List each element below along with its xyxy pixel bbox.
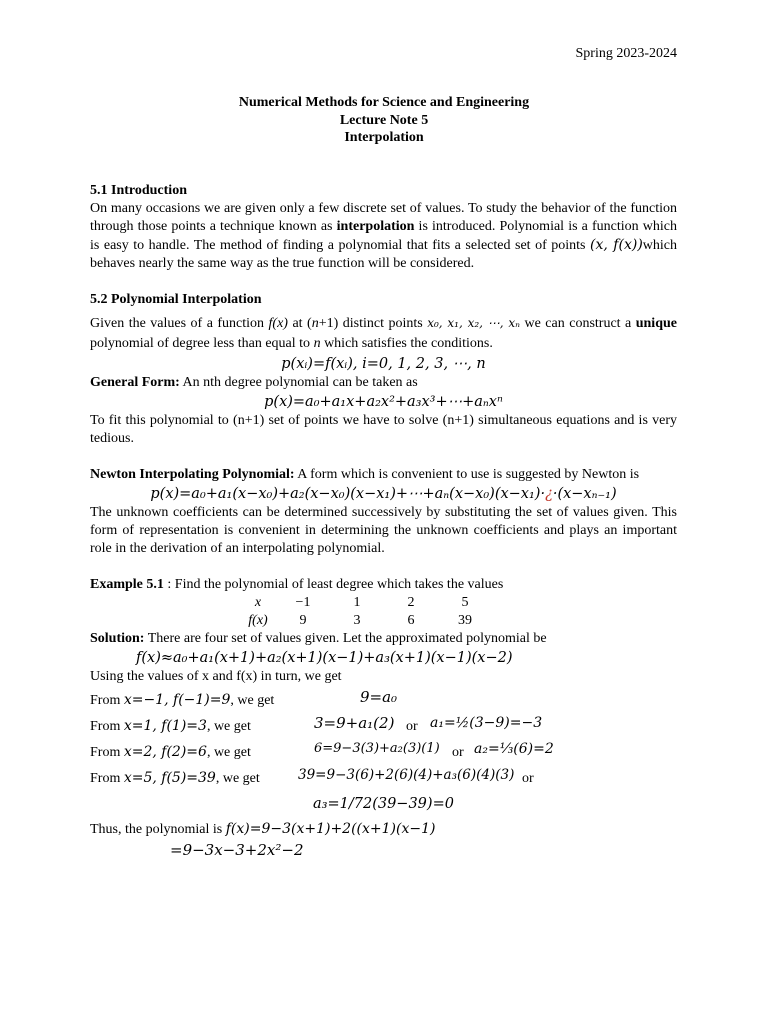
title-block [0, 94, 768, 147]
solution-line: Solution: There are four set of values given. Let the approximated polynomial be [90, 631, 547, 646]
semester-label: Spring 2023-2024 [575, 46, 677, 61]
table-cell: 3 [353, 613, 361, 628]
table-cell: 39 [458, 613, 472, 628]
lecture-number: Lecture Note 5 [339, 112, 429, 128]
bold-term-unique: unique [635, 316, 677, 331]
newton-formula: p(x)=a₀+a₁(x−x₀)+a₂(x−x₀)(x−x₁)+⋯+aₙ(x−x₀)(x−x₁)·¿·(x−xₙ₋₁) [150, 486, 617, 502]
newton-paragraph: The unknown coefficients can be determined successively by substituting the set of values given. This form of representation is convenient in determining the unknown coefficients and plays an important role in the derivation of an interpolating polynomial. [90, 505, 677, 556]
interpolation-condition: p(xᵢ)=f(xᵢ), i=0, 1, 2, 3, ⋯, n [281, 356, 486, 372]
intro-paragraph: On many occasions we are given only a few discrete set of values. To study the behavior of the function through those points a technique known as interpolation is introduced. Polynomial is a function which is easy to handle. The method of finding a polynomial that fits a selected set of points (x, f(x))which behaves nearly the same way as the true function will be considered. [90, 201, 677, 271]
a3-result: a₃=1/72(39−39)=0 [313, 796, 454, 812]
course-title: Numerical Methods for Science and Engineering [238, 95, 530, 110]
points-expression: (x, f(x)) [590, 237, 643, 253]
points-list: x₀, x₁, x₂, ⋯, xₙ [427, 316, 521, 330]
general-form-formula: p(x)=a₀+a₁x+a₂x²+a₃x³+⋯+aₙxⁿ [264, 394, 503, 410]
bold-term-interpolation: interpolation [336, 219, 415, 234]
table-cell: 6 [407, 613, 415, 628]
approx-polynomial: f(x)≈a₀+a₁(x+1)+a₂(x+1)(x−1)+a₃(x+1)(x−1)(x−2) [136, 650, 513, 666]
table-cell: 9 [299, 613, 307, 628]
table-cell: f(x) [248, 613, 268, 628]
section-heading-introduction: 5.1 Introduction [90, 183, 187, 198]
table-row [240, 612, 492, 630]
using-values-line: Using the values of x and f(x) in turn, we get [90, 669, 342, 684]
given-paragraph: Given the values of a function f(x) at (n+1) distinct points x₀, x₁, x₂, ⋯, xₙ we can construct a unique polynomial of degree less than equal to n which satisfies the conditions. [90, 316, 677, 351]
step-row: From x=−1, f(−1)=9, we get 9=a₀ [90, 688, 398, 708]
table-cell: 1 [353, 595, 361, 610]
example-statement: Example 5.1 : Find the polynomial of least degree which takes the values [90, 577, 504, 592]
general-form-line: General Form: An nth degree polynomial can be taken as [90, 375, 418, 390]
table-cell: 5 [461, 595, 469, 610]
values-table [240, 594, 492, 630]
fit-paragraph: To fit this polynomial to (n+1) set of points we have to solve (n+1) simultaneous equations and is very tedious. [90, 413, 677, 446]
table-cell: 2 [407, 595, 415, 610]
table-cell: −1 [295, 595, 311, 610]
final-polynomial: =9−3x−3+2x²−2 [170, 841, 304, 859]
table-row [240, 594, 492, 612]
content [90, 182, 677, 861]
step-row: From x=5, f(5)=39, we get 39=9−3(6)+2(6)(4)+a₃(6)(4)(3) or [90, 767, 534, 786]
section-heading-polynomial: 5.2 Polynomial Interpolation [90, 292, 262, 307]
newton-intro: Newton Interpolating Polynomial: A form which is convenient to use is suggested by Newton is [90, 467, 640, 482]
step-row: From x=1, f(1)=3, we get 3=9+a₁(2) or a₁=½(3−9)=−3 [90, 714, 543, 734]
step-row: From x=2, f(2)=6, we get 6=9−3(3)+a₂(3)(1) or a₂=⅓(6)=2 [90, 741, 554, 760]
thus-line: Thus, the polynomial is f(x)=9−3(x+1)+2((x+1)(x−1) [90, 821, 436, 837]
lecture-topic: Interpolation [344, 130, 424, 145]
table-cell: x [254, 595, 262, 610]
